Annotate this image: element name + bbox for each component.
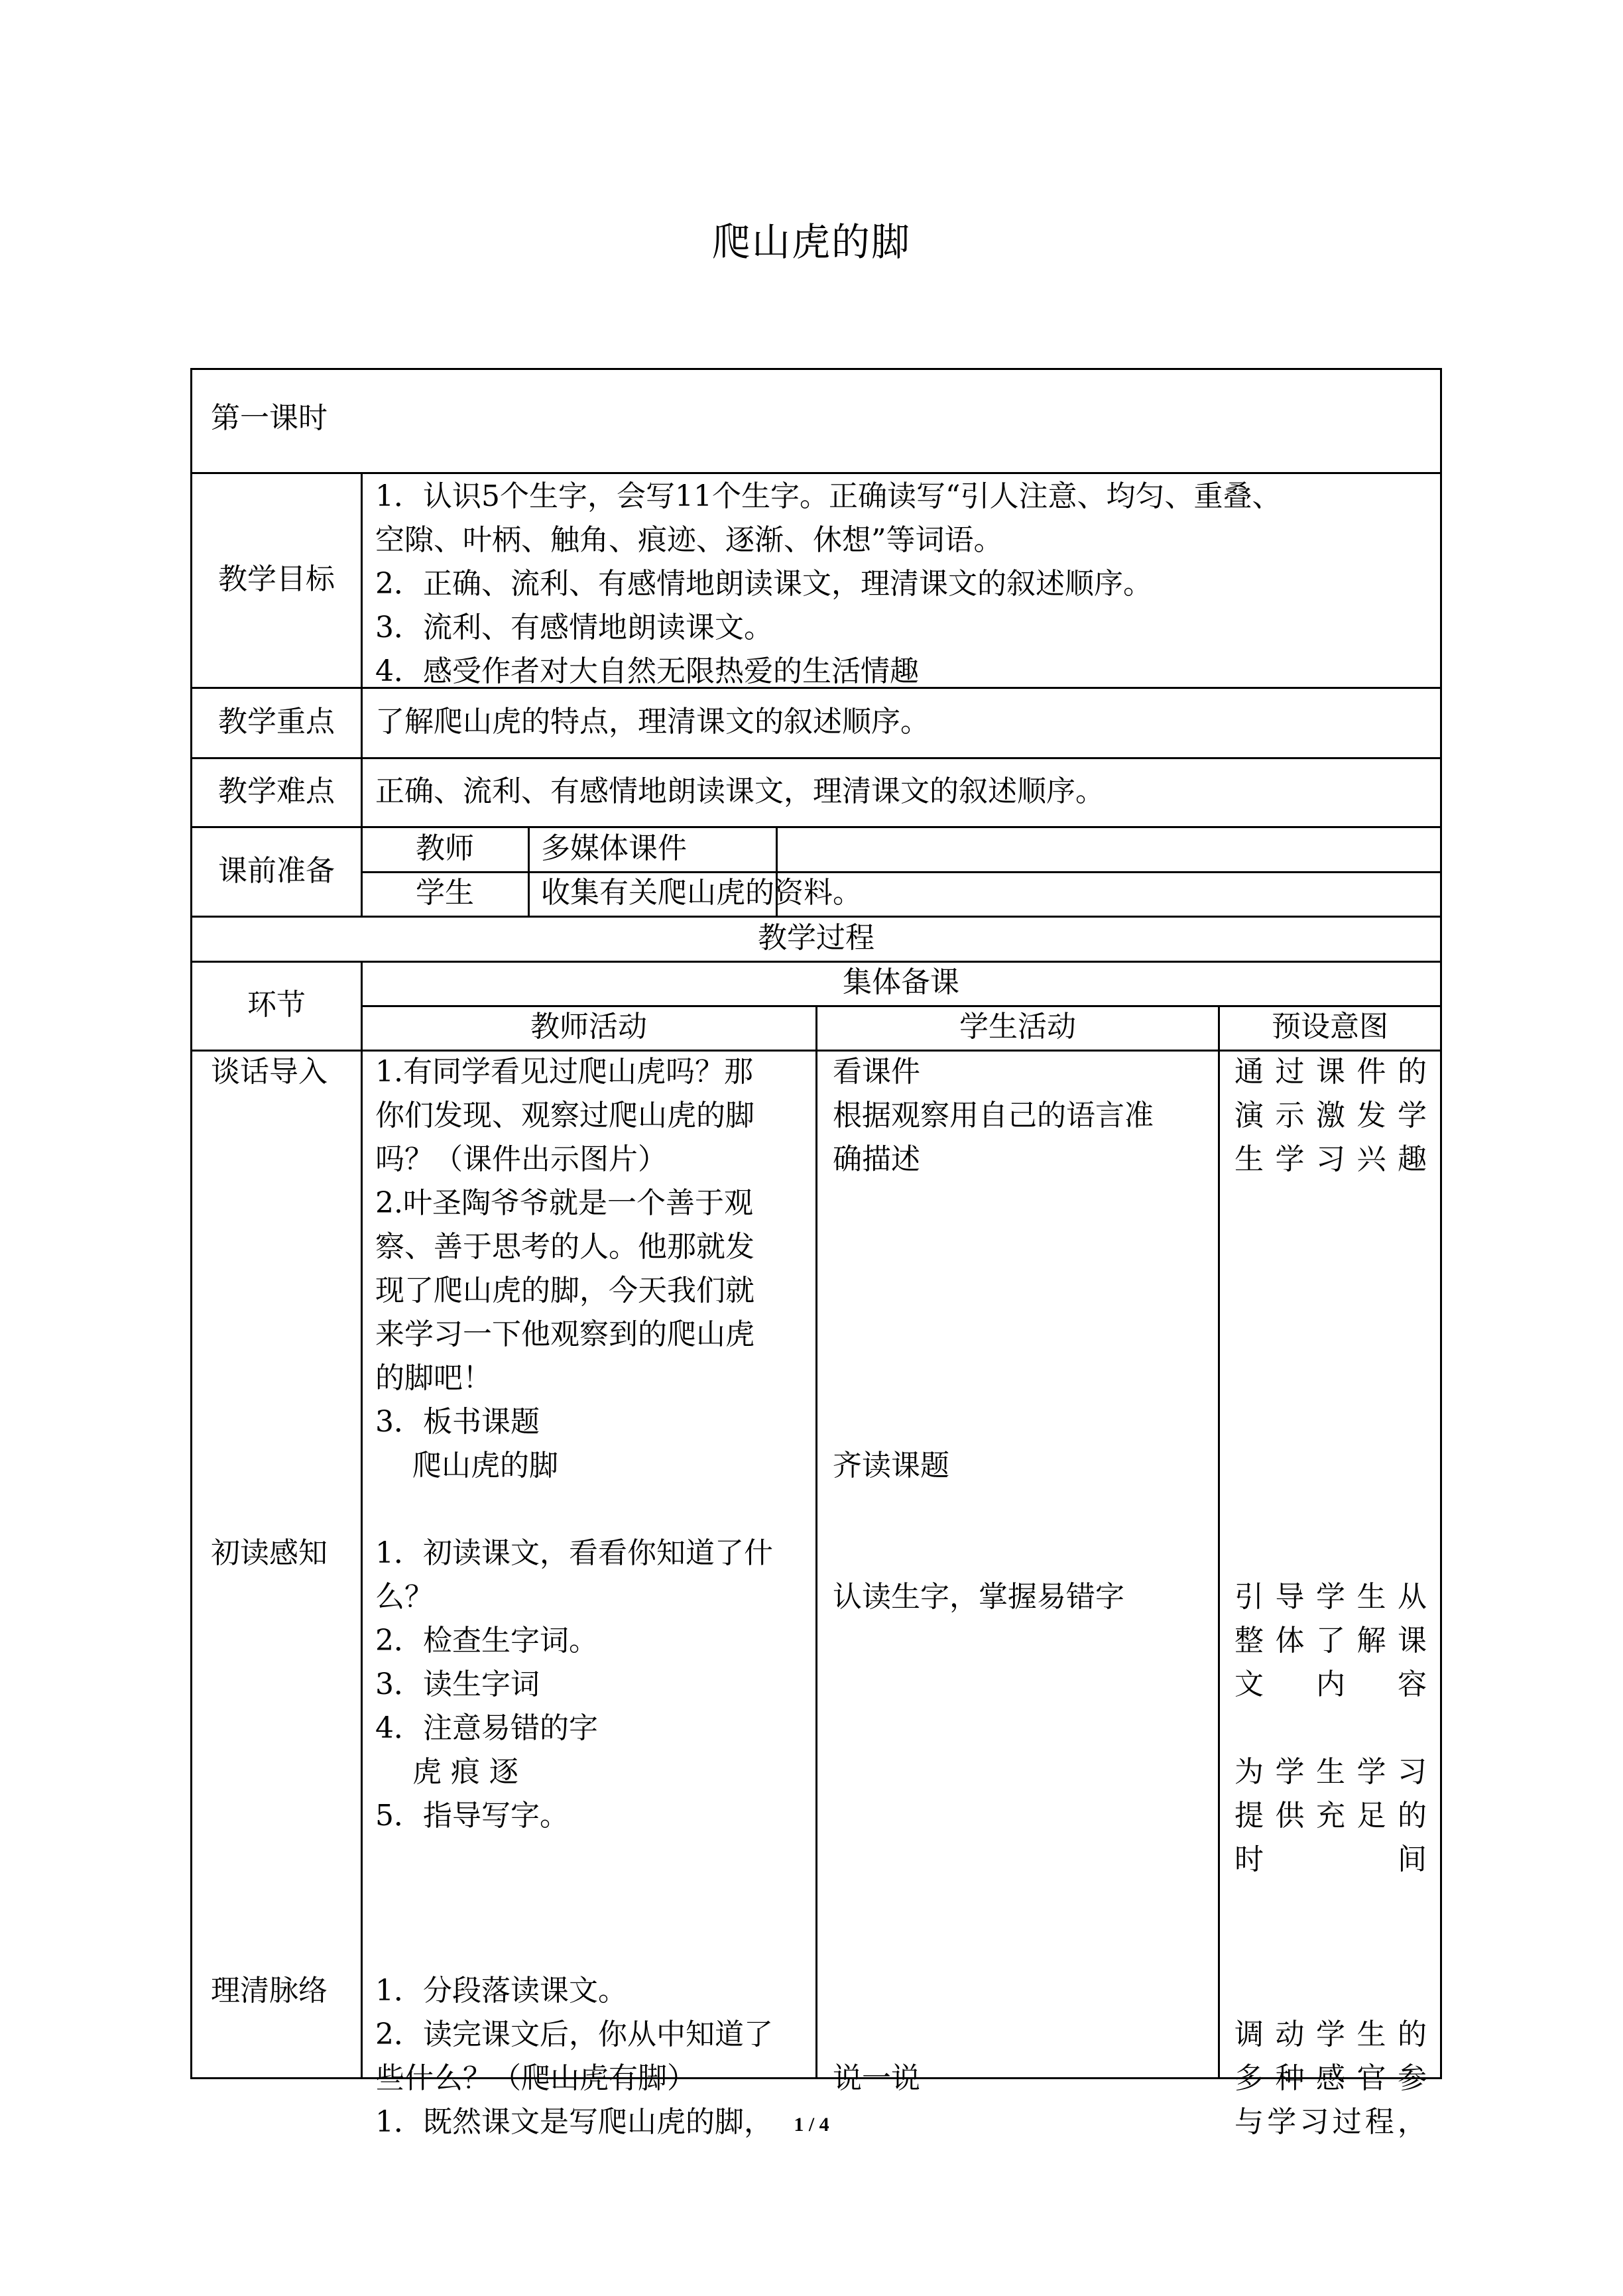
teacher-activity-line: 么？: [375, 1580, 434, 1614]
intent-line: [1234, 1925, 1427, 1969]
segment-line: [211, 1400, 328, 1444]
student-activity-line: [833, 1663, 1154, 1707]
student-activity-column: [833, 1050, 1154, 2100]
student-activity-line: 认读生字，掌握易错字: [833, 1580, 1124, 1614]
prep-role-teacher: 教师: [416, 831, 474, 865]
intent-header: 预设意图: [1272, 1010, 1388, 1044]
segment-line: [211, 1663, 328, 1707]
student-activity-line: 根据观察用自己的语言准: [833, 1099, 1154, 1132]
teacher-activity-line: 2.叶圣陶爷爷就是一个善于观: [375, 1186, 753, 1220]
segment-line: 初读感知: [211, 1536, 328, 1570]
teacher-activity-line: [375, 1488, 773, 1532]
teacher-activity-line: 的脚吧！: [375, 1361, 492, 1395]
teacher-activity-line: 来学习一下他观察到的爬山虎: [375, 1317, 754, 1351]
student-activity-line: [833, 1838, 1154, 1882]
intent-line: [1234, 1225, 1427, 1269]
intent-line: 通过课件的: [1234, 1055, 1427, 1089]
student-activity-line: [833, 1619, 1154, 1663]
segment-line: [211, 1444, 328, 1488]
teacher-activity-line: 3．板书课题: [375, 1405, 540, 1439]
intent-line: [1234, 1400, 1427, 1444]
prep-content-student: 收集有关爬山虎的资料。: [541, 876, 862, 910]
teacher-activity-line: 3．读生字词: [375, 1667, 540, 1701]
difficulties-label: 教学难点: [218, 774, 335, 808]
intent-line: [1234, 1707, 1427, 1750]
teacher-activity-line: 2．检查生字词。: [375, 1624, 598, 1658]
student-activity-line: 说一说: [833, 2061, 920, 2095]
teacher-activity-line: 1．分段落读课文。: [375, 1974, 627, 2008]
intent-line: 调动学生的: [1234, 2018, 1427, 2051]
intent-line: 时间: [1234, 1843, 1427, 1876]
student-activity-line: 齐读课题: [833, 1449, 949, 1482]
segment-line: [211, 1707, 328, 1750]
intent-line: [1234, 1444, 1427, 1488]
segment-line: [211, 1313, 328, 1357]
student-activity-line: [833, 1969, 1154, 2013]
session-label: 第一课时: [211, 401, 328, 435]
teacher-activity-header: 教师活动: [530, 1010, 647, 1044]
intent-line: [1234, 1969, 1427, 2013]
objectives-label-text: 教学目标: [218, 562, 335, 596]
student-activity-line: 确描述: [833, 1142, 920, 1176]
teacher-activity-line: 2．读完课文后，你从中知道了: [375, 2018, 773, 2051]
teacher-activity-line: 现了爬山虎的脚，今天我们就: [375, 1274, 754, 1307]
segment-line: [211, 1882, 328, 1925]
segment-line: [211, 1794, 328, 1838]
intent-line: 提供充足的: [1234, 1799, 1427, 1833]
intent-line: 文内容: [1234, 1667, 1427, 1701]
intent-line: [1234, 1181, 1427, 1225]
difficulties-content: 正确、流利、有感情地朗读课文，理清课文的叙述顺序。: [375, 774, 1105, 808]
segment-line: [211, 1619, 328, 1663]
intent-column: [1234, 1050, 1427, 2144]
teacher-activity-line: 些什么？（爬山虎有脚）: [375, 2061, 696, 2095]
objective-line: 2．正确、流利、有感情地朗读课文，理清课文的叙述顺序。: [375, 567, 1152, 601]
teacher-activity-line: [375, 1838, 773, 1882]
intent-line: [1234, 1313, 1427, 1357]
process-heading: 教学过程: [758, 921, 874, 955]
student-activity-line: [833, 1794, 1154, 1838]
teacher-activity-line: 察、善于思考的人。他那就发: [375, 1230, 754, 1264]
page-number: 1 / 4: [794, 2114, 829, 2136]
segment-line: [211, 1750, 328, 1794]
teacher-activity-line: [375, 1925, 773, 1969]
student-activity-line: [833, 1750, 1154, 1794]
teacher-activity-line: 爬山虎的脚: [375, 1449, 558, 1482]
student-activity-line: [833, 1225, 1154, 1269]
prep-role-student: 学生: [416, 876, 474, 910]
objective-line: 空隙、叶柄、触角、痕迹、逐渐、休想”等词语。: [375, 523, 1003, 557]
segment-line: 谈话导入: [211, 1055, 328, 1089]
objectives-label: [192, 558, 361, 601]
teacher-activity-line: 吗？（课件出示图片）: [375, 1142, 667, 1176]
objective-line: 1．认识5个生字，会写11个生字。正确读写“引人注意、均匀、重叠、: [375, 479, 1282, 513]
prep-content-teacher: 多媒体课件: [541, 831, 687, 865]
key-points-label: 教学重点: [218, 705, 335, 739]
key-points-content: 了解爬山虎的特点，理清课文的叙述顺序。: [375, 705, 930, 739]
student-activity-line: [833, 1269, 1154, 1313]
student-activity-header: 学生活动: [959, 1010, 1076, 1044]
segment-line: [211, 1357, 328, 1400]
student-activity-line: [833, 1882, 1154, 1925]
segment-line: [211, 1838, 328, 1882]
student-activity-line: [833, 2013, 1154, 2057]
segment-header: 环节: [247, 988, 306, 1022]
teacher-activity-line: 虎 痕 逐: [375, 1755, 518, 1789]
teacher-activity-line: 4．注意易错的字: [375, 1711, 598, 1745]
teacher-activity-line: [375, 1882, 773, 1925]
segment-line: [211, 1925, 328, 1969]
intent-line: [1234, 1532, 1427, 1575]
intent-line: 生学习兴趣: [1234, 1142, 1427, 1176]
teacher-activity-line: 5．指导写字。: [375, 1799, 569, 1833]
intent-line: 演示激发学: [1234, 1099, 1427, 1132]
intent-line: 与学习过程，: [1234, 2105, 1427, 2139]
segment-column: [211, 1050, 328, 2013]
student-activity-line: [833, 1925, 1154, 1969]
intent-line: 整体了解课: [1234, 1624, 1427, 1658]
teacher-activity-line: 你们发现、观察过爬山虎的脚: [375, 1099, 754, 1132]
segment-line: [211, 1094, 328, 1138]
objective-line: 3．流利、有感情地朗读课文。: [375, 611, 773, 644]
segment-line: 理清脉络: [211, 1974, 328, 2008]
student-activity-line: 看课件: [833, 1055, 920, 1089]
objective-line: 4．感受作者对大自然无限热爱的生活情趣: [375, 654, 919, 688]
document-title: 爬山虎的脚: [711, 219, 911, 265]
intent-line: [1234, 1357, 1427, 1400]
student-activity-line: [833, 1181, 1154, 1225]
preparation-label: 课前准备: [218, 854, 335, 888]
segment-line: [211, 1138, 328, 1181]
segment-line: [211, 1488, 328, 1532]
segment-line: [211, 1269, 328, 1313]
intent-line: [1234, 1882, 1427, 1925]
intent-line: [1234, 1269, 1427, 1313]
student-activity-line: [833, 1400, 1154, 1444]
intent-line: [1234, 1488, 1427, 1532]
student-activity-line: [833, 1357, 1154, 1400]
intent-line: 引导学生从: [1234, 1580, 1427, 1614]
student-activity-line: [833, 1313, 1154, 1357]
teacher-activity-column: [375, 1050, 773, 2144]
segment-line: [211, 1575, 328, 1619]
teacher-activity-line: 1．既然课文是写爬山虎的脚，: [375, 2105, 773, 2139]
teacher-activity-line: 1．初读课文，看看你知道了什: [375, 1536, 773, 1570]
student-activity-line: [833, 1532, 1154, 1575]
segment-line: [211, 1225, 328, 1269]
student-activity-line: [833, 1707, 1154, 1750]
teacher-activity-line: 1.有同学看见过爬山虎吗？那: [375, 1055, 753, 1089]
intent-line: 为学生学习: [1234, 1755, 1427, 1789]
student-activity-line: [833, 1488, 1154, 1532]
intent-line: 多种感官参: [1234, 2061, 1427, 2095]
group-prep-header: 集体备课: [843, 965, 959, 999]
segment-line: [211, 1181, 328, 1225]
objectives-content: [375, 475, 1281, 694]
